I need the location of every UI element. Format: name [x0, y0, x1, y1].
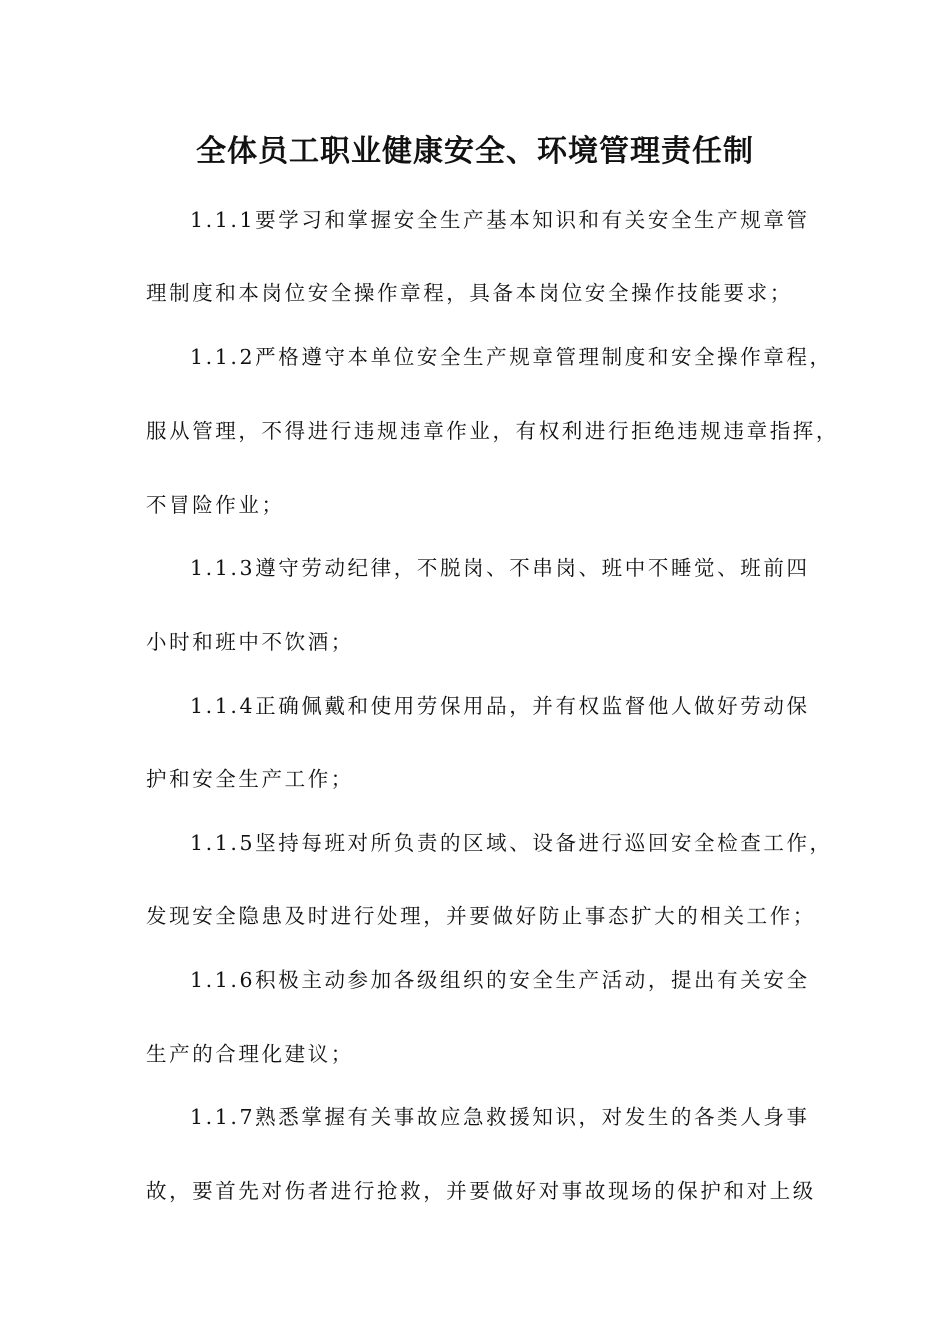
paragraph-4-line-1: 1.1.4正确佩戴和使用劳保用品，并有权监督他人做好劳动保: [190, 694, 810, 718]
paragraph-6-line-2: 生产的合理化建议；: [146, 1042, 354, 1066]
document-title: 全体员工职业健康安全、环境管理责任制: [196, 134, 754, 169]
paragraph-2-line-3: 不冒险作业；: [146, 493, 285, 517]
paragraph-5-line-1: 1.1.5坚持每班对所负责的区域、设备进行巡回安全检查工作，: [190, 831, 833, 855]
paragraph-1-line-2: 理制度和本岗位安全操作章程，具备本岗位安全操作技能要求；: [146, 281, 793, 305]
paragraph-3-line-2: 小时和班中不饮酒；: [146, 630, 354, 654]
paragraph-2-line-1: 1.1.2严格遵守本单位安全生产规章管理制度和安全操作章程，: [190, 345, 833, 369]
paragraph-2-line-2: 服从管理，不得进行违规违章作业，有权利进行拒绝违规违章指挥，: [146, 419, 839, 443]
paragraph-1-line-1: 1.1.1要学习和掌握安全生产基本知识和有关安全生产规章管: [190, 208, 810, 232]
paragraph-6-line-1: 1.1.6积极主动参加各级组织的安全生产活动，提出有关安全: [190, 968, 810, 992]
paragraph-3-line-1: 1.1.3遵守劳动纪律，不脱岗、不串岗、班中不睡觉、班前四: [190, 556, 810, 580]
paragraph-7-line-1: 1.1.7熟悉掌握有关事故应急救援知识，对发生的各类人身事: [190, 1105, 810, 1129]
paragraph-4-line-2: 护和安全生产工作；: [146, 767, 354, 791]
paragraph-5-line-2: 发现安全隐患及时进行处理，并要做好防止事态扩大的相关工作；: [146, 904, 816, 928]
paragraph-7-line-2: 故，要首先对伤者进行抢救，并要做好对事故现场的保护和对上级: [146, 1179, 816, 1203]
